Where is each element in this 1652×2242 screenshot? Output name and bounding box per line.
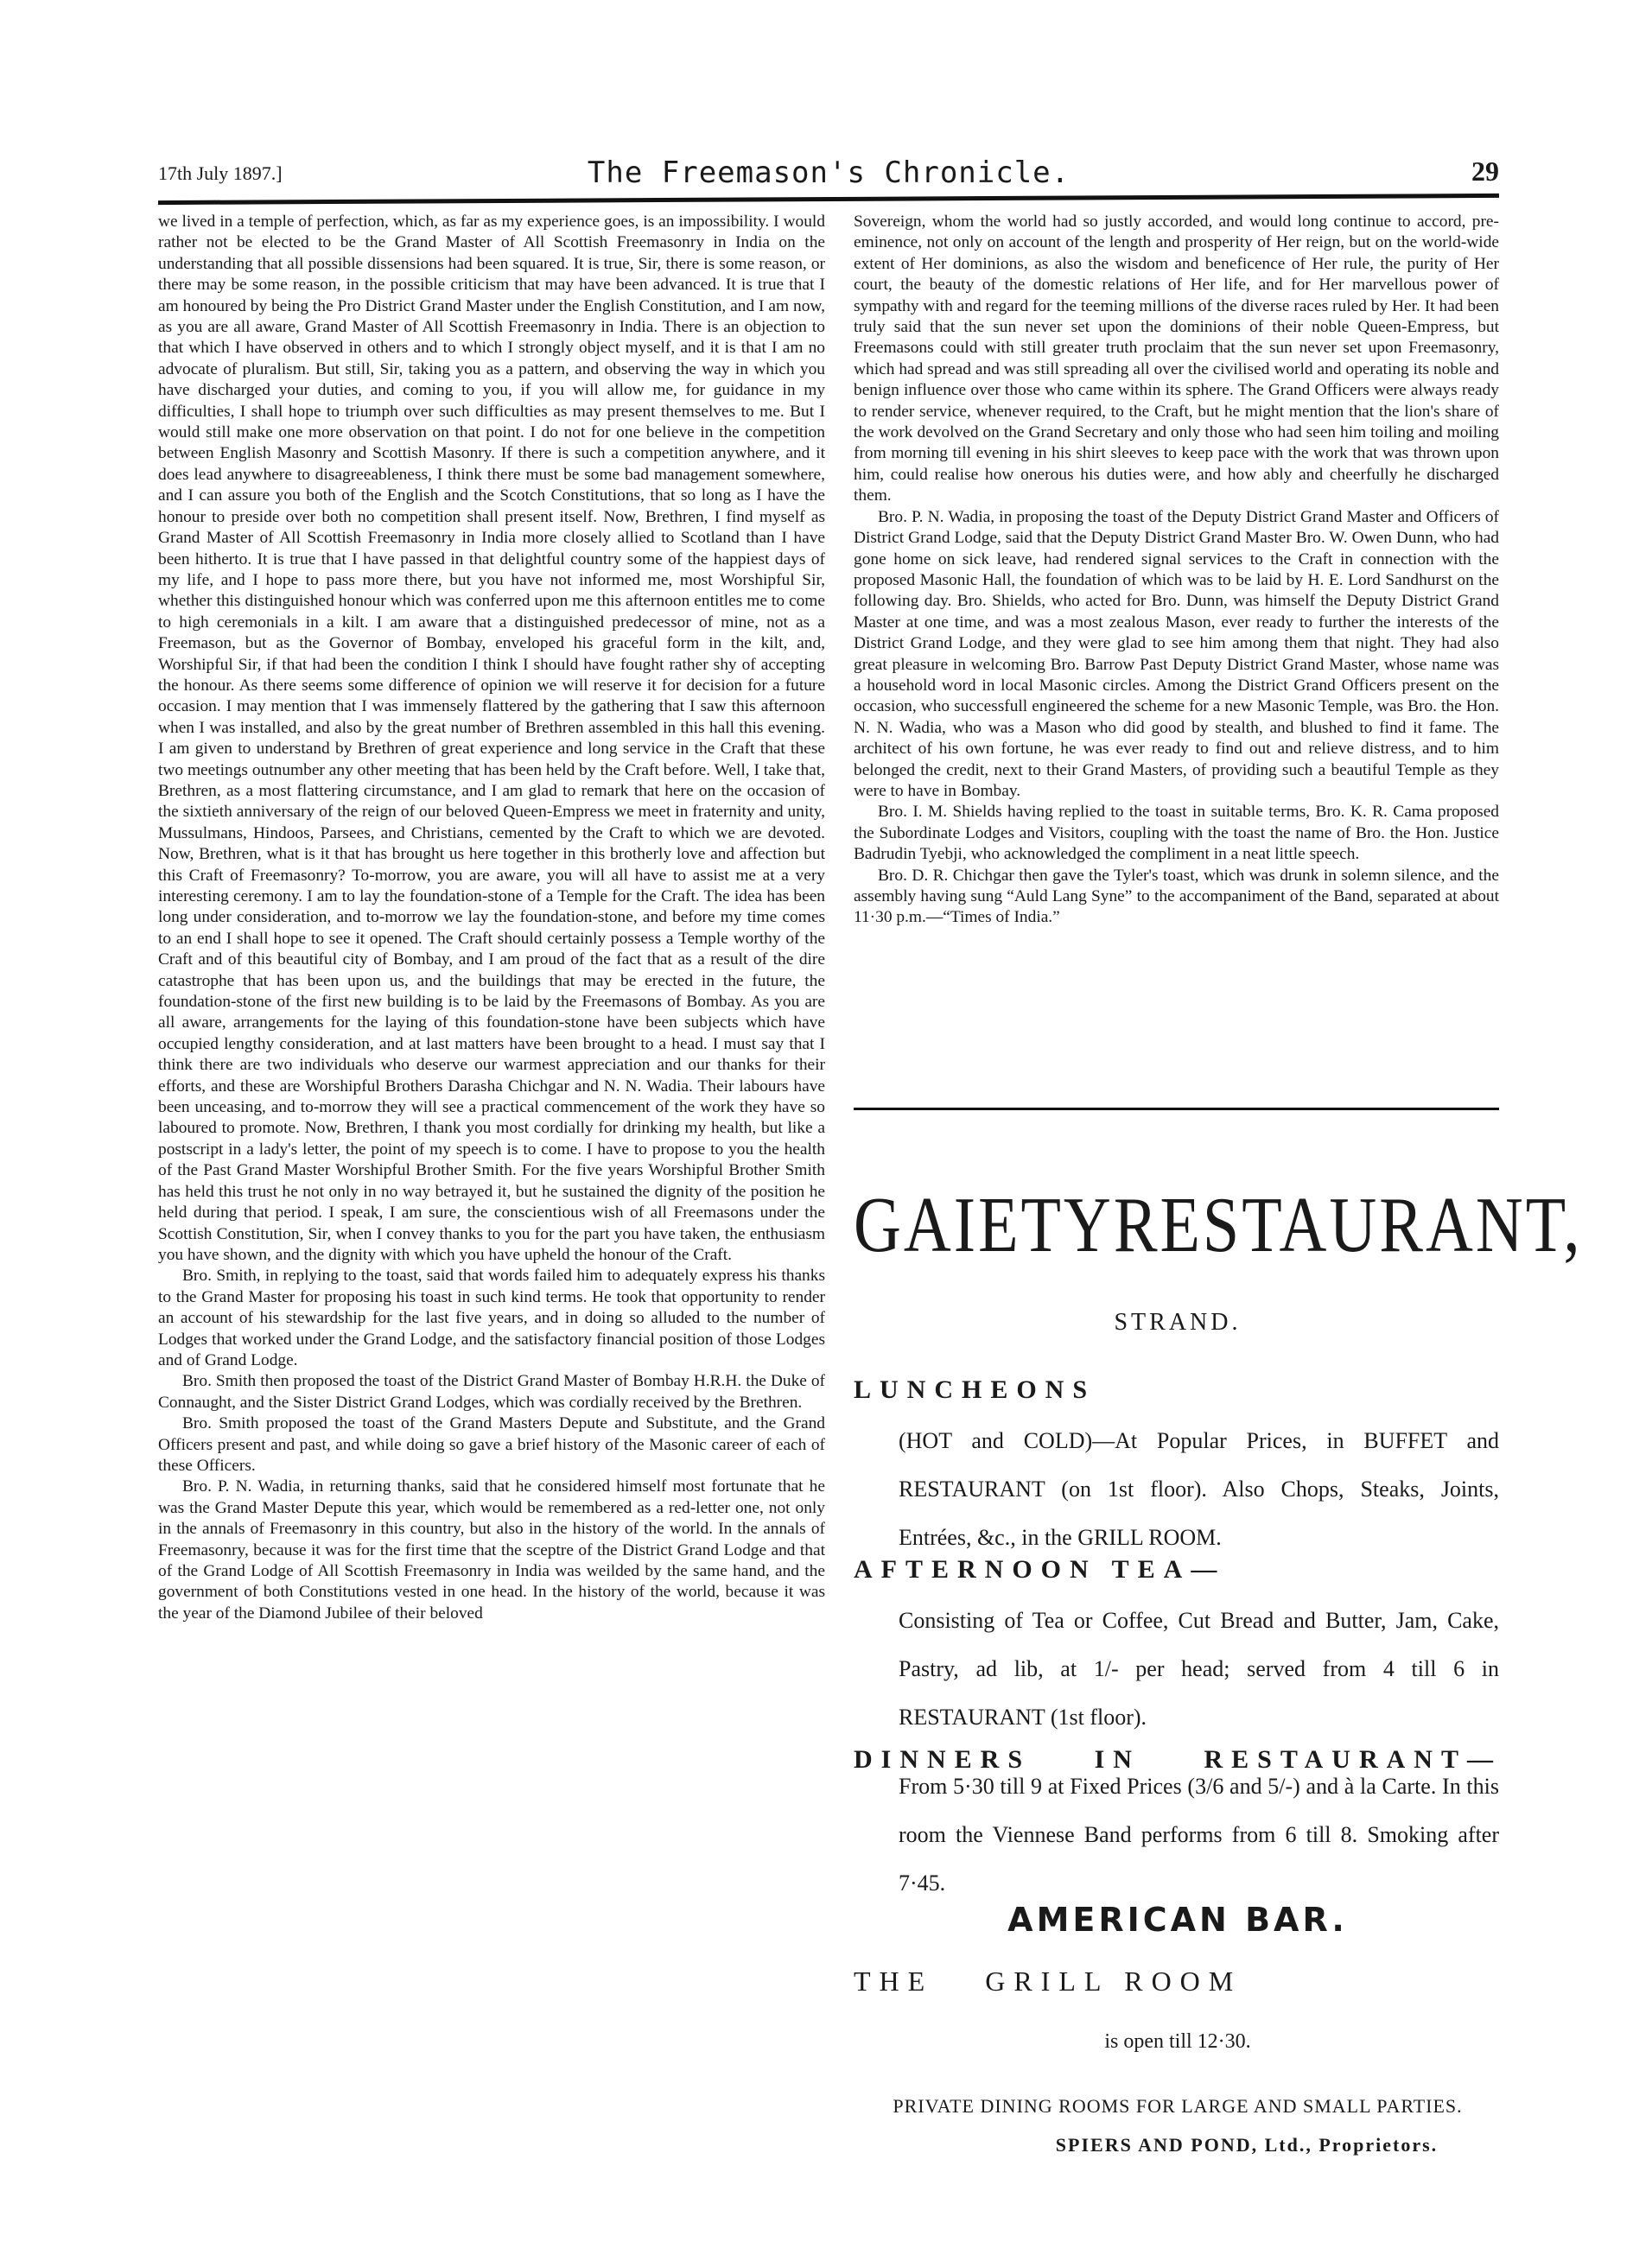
grill-room-heading [854,1966,1502,1997]
issue-date: 17th July 1897.] [158,162,283,184]
american-bar-heading: AMERICAN BAR. [1007,1901,1348,1939]
right-column [854,212,1499,929]
grill-room-hours: is open till 12·30. [1104,2030,1251,2053]
grill-word: THE [854,1966,934,1997]
advert-title-word: GAIETY [854,1181,1114,1269]
page-number: 29 [1471,156,1499,187]
paragraph: Bro. P. N. Wadia, in returning thanks, said that he considered himself most fortunate that he was the Grand Master Depute this year, which would be remembered as a red-letter one, not only in the annals of Freemasonry in this country, but also in the history of the world. In the annals of Freemasonry, because it was for the first time that the sceptre of the District Grand Lodge and that of the Grand Lodge of All Scottish Freemasonry in India was weilded by the same hand, and the government of both Constitutions vested in one head. In the history of the world, because it was the year of the Diamond Jubilee of their beloved [158,1477,825,1623]
paragraph: Bro. P. N. Wadia, in proposing the toast of the Deputy District Grand Master and Officers of District Grand Lodge, said that the Deputy District Grand Master Bro. W. Owen Dunn, who had gone home on sick leave, had rendered signal services to the Craft in connection with the proposed Masonic Hall, the foundation of which was to be laid by H. E. Lord Sandhurst on the following day. Bro. Shields, who acted for Bro. Dunn, was himself the Deputy District Grand Master at one time, and was a most zealous Mason, ever ready to further the interests of the District Grand Lodge, and they were glad to see him among them that night. They had also great pleasure in welcoming Bro. Barrow Past Deputy District Grand Master, whose name was a household word in local Masonic circles. Among the District Grand Officers present on the occasion, who successfull engineered the scheme for a new Masonic Temple, was Bro. the Hon. N. N. Wadia, who was a Mason who did good by stealth, and blushed to find it fame. The architect of his own fortune, he was ever ready to find out and relieve distress, and to him belonged the credit, next to their Grand Masters, of providing such a beautiful Temple as they were to have in Bombay. [854,507,1499,800]
paragraph: we lived in a temple of perfection, which, as far as my experience goes, is an impossibility. I would rather not be elected to be the Grand Master of All Scottish Freemasonry in India on the understanding that all possible dissensions had been squared. It is true, Sir, there is some reason, or there may be some reason, in the possible criticism that may have been advanced. It is true that I am honoured by being the Pro District Grand Master under the English Constitution, and I am now, as you are all aware, Grand Master of All Scottish Freemasonry in India. There is an objection to that which I have observed in others and to which I strongly object myself, and it is that I am no advocate of pluralism. But still, Sir, taking you as a pattern, and observing the way in which you have discharged your duties, and coming to you, if you will allow me, for guidance in my difficulties, I shall hope to triumph over such difficulties as may present themselves to me. But I would still make one more observation on that point. I do not for one believe in the competition between English Masonry and Scottish Masonry. If there is such a competition anywhere, and it does lead anywhere to disagreeableness, I think there must be some bad management somewhere, and I can assure you both of the English and the Scotch Constitutions, that so long as I have the honour to preside over both no competition shall present itself. Now, Brethren, I find myself as Grand Master of All Scottish Freemasonry in India more closely allied to Scotland than I have been hitherto. It is true that I have passed in that delightful country some of the happiest days of my life, and I hope to pass more there, but you have not informed me, most Worshipful Sir, whether this distinguished honour which was conferred upon me this afternoon entitles me to come to high ceremonials in a kilt. I am aware that a distinguished predecessor of mine, not as a Freemason, but as the Governor of Bombay, enveloped his graceful form in the kilt, and, Worshipful Sir, if that had been the condition I think I should have fought rather shy of accepting the honour. As there seems some difference of opinion we will reserve it for decision for a future occasion. I may mention that I was immensely flattered by the gathering that I saw this afternoon when I was installed, and also by the great number of Brethren assembled in this hall this evening. I am given to understand by Brethren of great experience and long service in the Craft that these two meetings outnumber any other meeting that has been held by the Craft before. Well, I take that, Brethren, as a most flattering circumstance, and I am glad to remark that here on the occasion of the sixtieth anniversary of the reign of our beloved Queen-Empress we meet in fraternity and unity, Mussulmans, Hindoos, Parsees, and Christians, cemented by the Craft to which we are devoted. Now, Brethren, what is it that has brought us here together in this brotherly love and affection but this Craft of Freemasonry? To-morrow, you are aware, you will all have to assist me at a very interesting ceremony. I am to lay the foundation-stone of a Temple for the Craft. The idea has been long under consideration, and to-morrow we lay the foundation-stone, and before my time comes to an end I shall hope to see it opened. The Craft should certainly possess a Temple worthy of the Craft and of this beautiful city of Bombay, and I am proud of the fact that as a result of the dire catastrophe that has been upon us, and the buildings that may be erected in the future, the foundation-stone of the first new building is to be laid by the Freemasons of Bombay. As you are all aware, arrangements for the laying of this foundation-stone have been subjects which have occupied lengthy consideration, and at last matters have been brought to a head. I must say that I think there are two individuals who deserve our warmest appreciation and our thanks for their efforts, and these are Worshipful Brothers Darasha Chichgar and N. N. Wadia. Their labours have been unceasing, and to-morrow they will see a practical commencement of the work they have so laboured to promote. Now, Brethren, I thank you most cordially for drinking my health, but like a postscript in a lady's letter, the point of my speech is to come. I have to propose to you the health of the Past Grand Master Worshipful Brother Smith. For the five years Worshipful Brother Smith has held this trust he not only in no way betrayed it, but he sustained the dignity of the position he held during that period. I speak, I am sure, the conscientious wish of all Freemasons under the Scottish Constitution, Sir, when I convey thanks to you for the part you have taken, the enthusiasm you have shown, and the dignity with which you have upheld the honour of the Craft. [158,213,825,1264]
proprietors-line: SPIERS AND POND, Ltd., Proprietors. [1055,2134,1439,2156]
paragraph: Bro. Smith proposed the toast of the Grand Masters Depute and Substitute, and the Grand Officers present and past, and while doing so gave a brief history of the Masonic career of each of these Officers. [158,1414,825,1475]
paragraph: Sovereign, whom the world had so justly accorded, and would long continue to accord, pre-eminence, not only on account of the length and prosperity of Her reign, but on the world-wide extent of Her dominions, as also the wisdom and beneficence of Her rule, the purity of Her court, the beauty of the domestic relations of Her life, and for Her marvellous power of sympathy with and regard for the teeming millions of the diverse races ruled by Her. It had been truly said that the sun never set upon the dominions of their noble Queen-Empress, but Freemasons could with still greater truth proclaim that the sun never set upon Freemasonry, which had spread and was still spreading all over the civilised world and operating its noble and benign influence over those who came within its sphere. The Grand Officers were always ready to render service, whenever required, to the Craft, but he might mention that the lion's share of the work devolved on the Grand Secretary and only those who had seen him toiling and moiling from morning till evening in his shirt sleeves to keep pace with the work that was thrown upon him, could realise how onerous his duties were, and how ably and cheerfully he discharged them. [854,213,1499,505]
header-rule [158,194,1499,205]
column-separator-rule [854,1108,1499,1110]
dinners-word: RESTAURANT— [1204,1745,1502,1774]
tea-heading: AFTERNOON TEA— [854,1555,1226,1584]
paragraph: Bro. D. R. Chichgar then gave the Tyler's toast, which was drunk in solemn silence, and the assembly having sung “Auld Lang Syne” to the accompaniment of the Band, separated at about 11·30 p.m.—“Times of India.” [854,866,1499,927]
advert-title-word: RESTAURANT, [1113,1181,1583,1269]
paragraph: Bro. Smith then proposed the toast of the District Grand Master of Bombay H.R.H. the Duke of Connaught, and the Sister District Grand Lodges, which was cordially received by the Brethren. [158,1372,825,1412]
tea-text: Consisting of Tea or Coffee, Cut Bread and Butter, Jam, Cake, Pastry, ad lib, at 1/- per head; served from 4 till 6 in RESTAURANT (1st floor). [899,1608,1499,1730]
publication-title: The Freemason's Chronicle. [587,156,1071,190]
left-column [158,212,825,1624]
paragraph: Bro. Smith, in replying to the toast, said that words failed him to adequately express his thanks to the Grand Master for proposing his toast in such kind terms. He took that opportunity to render an account of his stewardship for the last five years, and in doing so alluded to the number of Lodges that worked under the Grand Lodge, and the satisfactory financial position of those Lodges and of Grand Lodge. [158,1267,825,1369]
private-dining-line: PRIVATE DINING ROOMS FOR LARGE AND SMALL PARTIES. [893,2095,1463,2117]
luncheons-text: (HOT and COLD)—At Popular Prices, in BUFFET and RESTAURANT (on 1st floor). Also Chops, Steaks, Joints, Entrées, &c., in the GRILL ROOM. [899,1428,1499,1550]
advert-location: STRAND. [1114,1309,1242,1336]
page-header [158,156,1499,190]
dinners-word: DINNERS [854,1745,1032,1774]
dinners-text: From 5·30 till 9 at Fixed Prices (3/6 and 5/-) and à la Carte. In this room the Viennese Band performs from 6 till 8. Smoking after 7·45. [899,1774,1499,1896]
dinners-word: IN [1094,1745,1141,1774]
advert-title [854,1181,1583,1269]
luncheons-heading: LUNCHEONS [854,1375,1096,1404]
paragraph: Bro. I. M. Shields having replied to the toast in suitable terms, Bro. K. R. Cama proposed the Subordinate Lodges and Visitors, coupling with the toast the name of Bro. the Hon. Justice Badrudin Tyebji, who acknowledged the compliment in a neat little speech. [854,803,1499,864]
grill-word: GRILL ROOM [985,1966,1242,1997]
